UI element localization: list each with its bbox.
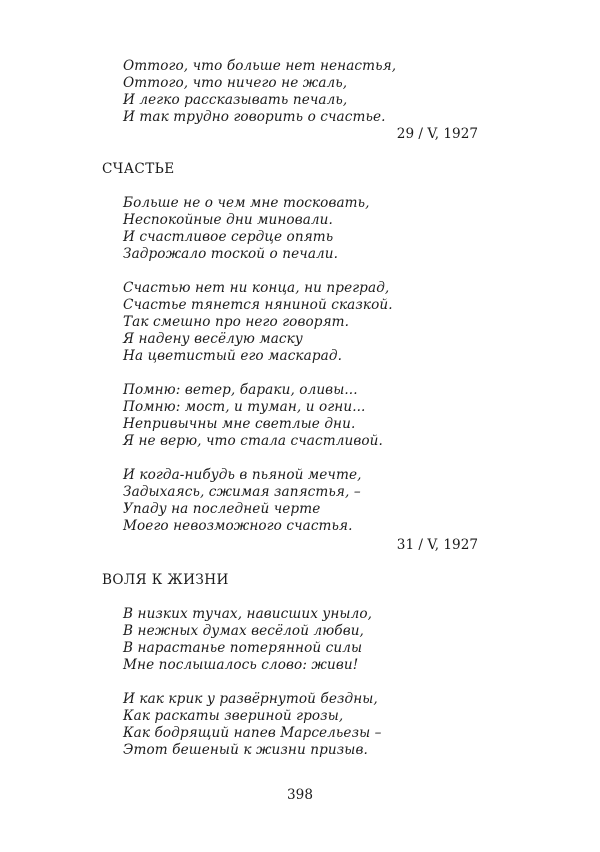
- poem-line: Я надену весёлую маску: [123, 331, 303, 347]
- poem-title: ВОЛЯ К ЖИЗНИ: [102, 572, 229, 588]
- poem-line: Как раскаты звериной грозы,: [123, 708, 344, 724]
- poem-line: Больше не о чем мне тосковать,: [123, 195, 370, 211]
- poem-line: И как крик у развёрнутой бездны,: [123, 691, 378, 707]
- page-number: 398: [287, 787, 313, 803]
- poem-line: В нарастанье потерянной силы: [123, 640, 363, 656]
- poem-line: Я не верю, что стала счастливой.: [123, 433, 383, 449]
- poem-line: На цветистый его маскарад.: [123, 348, 342, 364]
- poem-line: Неспокойные дни миновали.: [123, 212, 333, 228]
- poem-line: Счастью нет ни конца, ни преград,: [123, 280, 390, 296]
- poem-line: В низких тучах, нависших уныло,: [123, 606, 373, 622]
- poem-line: Этот бешеный к жизни призыв.: [123, 742, 368, 758]
- poem-line: И так трудно говорить о счастье.: [123, 109, 386, 125]
- poem-title: СЧАСТЬЕ: [102, 161, 175, 177]
- poem-line: Задыхаясь, сжимая запястья, –: [123, 484, 361, 500]
- poem-line: Оттого, что больше нет ненастья,: [123, 58, 397, 74]
- poem-line: Счастье тянется няниной сказкой.: [123, 297, 393, 313]
- poem-line: Задрожало тоской о печали.: [123, 246, 339, 262]
- poem-line: Моего невозможного счастья.: [123, 518, 353, 534]
- poem-line: Непривычны мне светлые дни.: [123, 416, 356, 432]
- poem-line: Помню: ветер, бараки, оливы...: [123, 382, 358, 398]
- poem-line: И легко рассказывать печаль,: [123, 92, 348, 108]
- poem-line: Так смешно про него говорят.: [123, 314, 350, 330]
- poem-line: Как бодрящий напев Марсельезы –: [123, 725, 382, 741]
- poem-line: Помню: мост, и туман, и огни...: [123, 399, 366, 415]
- poem-line: Упаду на последней черте: [123, 501, 321, 517]
- poem-line: И когда-нибудь в пьяной мечте,: [123, 467, 362, 483]
- poem-date: 29 / V, 1927: [396, 126, 478, 142]
- poem-line: Мне послышалось слово: живи!: [123, 657, 359, 673]
- poem-date: 31 / V, 1927: [396, 537, 478, 553]
- poem-line: И счастливое сердце опять: [123, 229, 334, 245]
- poem-line: В нежных думах весёлой любви,: [123, 623, 364, 639]
- poem-line: Оттого, что ничего не жаль,: [123, 75, 348, 91]
